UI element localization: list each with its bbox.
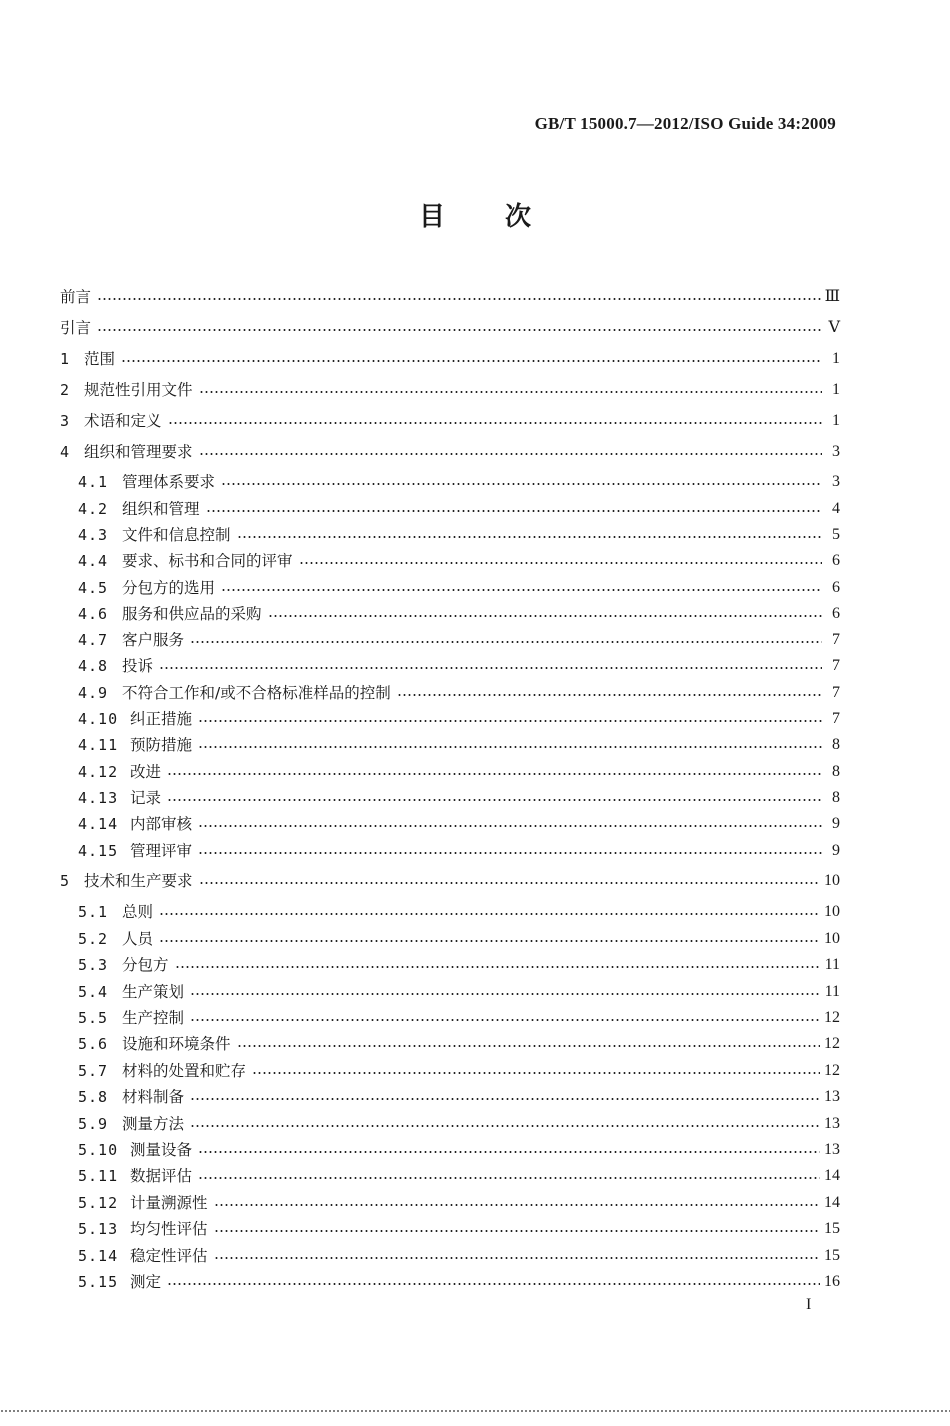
toc-entry-number: 4.13 <box>78 789 119 807</box>
toc-entry[interactable] <box>78 760 840 784</box>
dot-leader <box>97 328 822 332</box>
toc-entry[interactable] <box>78 927 840 951</box>
toc-entry-page: Ⅴ <box>828 319 840 336</box>
dot-leader <box>252 1071 820 1075</box>
toc-entry[interactable] <box>78 576 840 600</box>
toc-entry-label: 规范性引用文件 <box>84 381 193 399</box>
toc-entry-number: 5.12 <box>78 1194 119 1212</box>
dot-leader <box>199 452 822 456</box>
toc-entry-number: 4.3 <box>78 526 109 544</box>
dot-leader <box>214 1203 820 1207</box>
toc-entry-number: 5.15 <box>78 1273 119 1291</box>
toc-entry-label: 范围 <box>84 350 116 368</box>
toc-entry-label: 投诉 <box>122 657 154 675</box>
toc-entry[interactable] <box>78 628 840 652</box>
toc-entry-page: 3 <box>832 473 840 490</box>
dot-leader <box>159 666 822 670</box>
dot-leader <box>190 992 821 996</box>
toc-entry-number: 4.5 <box>78 579 109 597</box>
dot-leader <box>190 1097 820 1101</box>
toc-entry-page: 6 <box>832 552 840 569</box>
toc-entry-number: 3 <box>60 412 71 430</box>
toc-entry-page: 3 <box>832 443 840 460</box>
toc-entry-number: 1 <box>60 350 71 368</box>
toc-entry-number: 4.6 <box>78 605 109 623</box>
toc-entry-number: 4.14 <box>78 815 119 833</box>
toc-entry-number: 5.6 <box>78 1035 109 1053</box>
toc-entry-label: 生产策划 <box>122 983 185 1001</box>
toc-entry-page: 14 <box>824 1194 840 1211</box>
toc-entry-page: 9 <box>832 815 840 832</box>
toc-entry-page: 5 <box>832 526 840 543</box>
dot-leader <box>221 588 822 592</box>
toc-entry[interactable] <box>78 786 840 810</box>
toc-entry-label: 记录 <box>130 789 162 807</box>
toc-entry[interactable] <box>78 900 840 924</box>
dot-leader <box>198 1150 820 1154</box>
toc-entry-page: 15 <box>824 1220 840 1237</box>
toc-entry[interactable] <box>78 1006 840 1030</box>
dot-leader <box>237 535 822 539</box>
toc-entry-page: Ⅲ <box>824 288 840 305</box>
dot-leader <box>199 881 820 885</box>
toc-entry-page: 10 <box>824 930 840 947</box>
dot-leader <box>198 851 822 855</box>
toc-entry-page: 13 <box>824 1141 840 1158</box>
dot-leader <box>167 798 822 802</box>
toc-entry-number: 5.2 <box>78 930 109 948</box>
toc-entry-number: 4.1 <box>78 473 109 491</box>
dot-leader <box>214 1229 820 1233</box>
toc-entry-label: 设施和环境条件 <box>122 1035 231 1053</box>
toc-entry-label: 组织和管理要求 <box>84 443 193 461</box>
toc-entry[interactable] <box>78 1138 840 1162</box>
toc-entry-number: 5.8 <box>78 1088 109 1106</box>
dot-leader <box>397 693 822 697</box>
toc-entry-page: 7 <box>832 631 840 648</box>
dot-leader <box>190 1124 820 1128</box>
toc-entry-page: 8 <box>832 789 840 806</box>
toc-entry[interactable] <box>60 869 840 893</box>
toc-entry-page: 11 <box>824 983 840 1000</box>
toc-entry[interactable] <box>78 523 840 547</box>
toc-entry-label: 组织和管理 <box>122 500 200 518</box>
toc-entry-page: 13 <box>824 1115 840 1132</box>
standard-id-header: GB/T 15000.7—2012/ISO Guide 34:2009 <box>534 114 836 133</box>
toc-entry-number: 5.1 <box>78 903 109 921</box>
toc-entry-page: 12 <box>824 1062 840 1079</box>
page-number: I <box>806 1296 812 1313</box>
toc-entry[interactable] <box>78 470 840 494</box>
dot-leader <box>299 561 822 565</box>
dot-leader <box>206 509 822 513</box>
toc-entry-label: 总则 <box>122 903 154 921</box>
toc-entry[interactable] <box>78 497 840 521</box>
toc-entry-label: 测量方法 <box>122 1115 185 1133</box>
toc-entry-label: 技术和生产要求 <box>84 872 193 890</box>
toc-entry-page: 9 <box>832 842 840 859</box>
toc-entry-label: 数据评估 <box>130 1167 193 1185</box>
toc-entry-number: 5.4 <box>78 983 109 1001</box>
toc-entry[interactable] <box>60 440 840 464</box>
toc-entry-label: 测定 <box>130 1273 162 1291</box>
toc-entry-page: 7 <box>832 710 840 727</box>
toc-entry-label: 客户服务 <box>122 631 185 649</box>
toc-entry[interactable] <box>78 733 840 757</box>
toc-entry-label: 引言 <box>60 319 92 337</box>
dot-leader <box>168 421 822 425</box>
toc-entry[interactable] <box>60 316 840 340</box>
toc-entry-number: 4.9 <box>78 684 109 702</box>
toc-entry-page: 7 <box>832 684 840 701</box>
toc-entry-number: 4.8 <box>78 657 109 675</box>
dot-leader <box>167 1282 820 1286</box>
toc-entry-page: 8 <box>832 736 840 753</box>
toc-entry-label: 预防措施 <box>130 736 193 754</box>
toc-entry-page: 7 <box>832 657 840 674</box>
toc-entry-page: 10 <box>824 872 840 889</box>
toc-entry-number: 4.10 <box>78 710 119 728</box>
toc-entry-number: 5.7 <box>78 1062 109 1080</box>
toc-entry-number: 4.12 <box>78 763 119 781</box>
toc-entry-number: 4.4 <box>78 552 109 570</box>
dot-leader <box>268 614 822 618</box>
toc-entry-page: 6 <box>832 605 840 622</box>
toc-entry[interactable] <box>78 1032 840 1056</box>
toc-entry[interactable] <box>78 839 840 863</box>
toc-entry[interactable] <box>78 707 840 731</box>
toc-entry-page: 13 <box>824 1088 840 1105</box>
page-title: 目次 <box>418 202 591 232</box>
toc-entry-page: 11 <box>824 956 840 973</box>
toc-entry-page: 16 <box>824 1273 840 1290</box>
scan-edge-divider <box>0 1410 950 1412</box>
toc-entry-number: 5.5 <box>78 1009 109 1027</box>
toc-entry[interactable] <box>78 681 840 705</box>
toc-entry-number: 4.2 <box>78 500 109 518</box>
toc-entry-number: 5.13 <box>78 1220 119 1238</box>
toc-entry-label: 生产控制 <box>122 1009 185 1027</box>
toc-entry-page: 4 <box>832 500 840 517</box>
toc-entry-label: 稳定性评估 <box>130 1247 208 1265</box>
dot-leader <box>198 719 822 723</box>
dot-leader <box>97 297 821 301</box>
toc-entry-page: 14 <box>824 1167 840 1184</box>
toc-entry[interactable] <box>60 378 840 402</box>
toc-entry-number: 4.15 <box>78 842 119 860</box>
toc-entry-number: 5.14 <box>78 1247 119 1265</box>
toc-entry-number: 2 <box>60 381 71 399</box>
dot-leader <box>190 1018 820 1022</box>
toc-entry-label: 管理评审 <box>130 842 193 860</box>
dot-leader <box>198 1176 820 1180</box>
toc-entry-label: 内部审核 <box>130 815 193 833</box>
toc-entry-label: 测量设备 <box>130 1141 193 1159</box>
toc-entry-label: 前言 <box>60 288 92 306</box>
toc-entry-label: 材料的处置和贮存 <box>122 1062 247 1080</box>
toc-entry-label: 人员 <box>122 930 154 948</box>
toc-entry[interactable] <box>78 1244 840 1268</box>
toc-entry-label: 计量溯源性 <box>130 1194 208 1212</box>
toc-entry[interactable] <box>78 1164 840 1188</box>
toc-entry-label: 分包方 <box>122 956 169 974</box>
toc-entry-number: 5.10 <box>78 1141 119 1159</box>
toc-entry-number: 4 <box>60 443 71 461</box>
toc-entry[interactable] <box>78 953 840 977</box>
toc-entry-label: 分包方的选用 <box>122 579 216 597</box>
dot-leader <box>190 640 822 644</box>
toc-entry[interactable] <box>78 1270 840 1294</box>
toc-entry-label: 管理体系要求 <box>122 473 216 491</box>
dot-leader <box>121 359 822 363</box>
dot-leader <box>221 482 822 486</box>
toc-entry[interactable] <box>78 812 840 836</box>
toc-entry[interactable] <box>78 980 840 1004</box>
dot-leader <box>214 1256 820 1260</box>
toc-entry[interactable] <box>78 1191 840 1215</box>
toc-entry[interactable] <box>78 1112 840 1136</box>
toc-entry-page: 1 <box>832 412 840 429</box>
toc-entry-number: 5.3 <box>78 956 109 974</box>
dot-leader <box>198 745 822 749</box>
toc-entry-label: 不符合工作和/或不合格标准样品的控制 <box>122 684 391 702</box>
dot-leader <box>237 1044 820 1048</box>
toc-entry-number: 4.11 <box>78 736 119 754</box>
toc-entry-page: 10 <box>824 903 840 920</box>
toc-entry-page: 1 <box>832 381 840 398</box>
toc-entry-page: 1 <box>832 350 840 367</box>
dot-leader <box>198 824 822 828</box>
toc-entry-number: 4.7 <box>78 631 109 649</box>
toc-entry-label: 纠正措施 <box>130 710 193 728</box>
toc-entry[interactable] <box>78 1085 840 1109</box>
toc-entry[interactable] <box>60 409 840 433</box>
toc-entry-label: 术语和定义 <box>84 412 162 430</box>
toc-entry-page: 8 <box>832 763 840 780</box>
dot-leader <box>159 939 820 943</box>
toc-entry[interactable] <box>78 549 840 573</box>
toc-entry[interactable] <box>60 347 840 371</box>
toc-entry-page: 6 <box>832 579 840 596</box>
toc-entry[interactable] <box>78 1217 840 1241</box>
toc-entry-label: 服务和供应品的采购 <box>122 605 262 623</box>
dot-leader <box>167 772 822 776</box>
toc-entry[interactable] <box>60 285 840 309</box>
toc-entry-number: 5 <box>60 872 71 890</box>
toc-entry-label: 均匀性评估 <box>130 1220 208 1238</box>
toc-entry-page: 12 <box>824 1035 840 1052</box>
toc-entry-page: 12 <box>824 1009 840 1026</box>
toc-entry[interactable] <box>78 654 840 678</box>
dot-leader <box>199 390 822 394</box>
toc-entry[interactable] <box>78 1059 840 1083</box>
toc-entry-number: 5.11 <box>78 1167 119 1185</box>
toc-entry-label: 材料制备 <box>122 1088 185 1106</box>
toc-entry-page: 15 <box>824 1247 840 1264</box>
toc-entry-number: 5.9 <box>78 1115 109 1133</box>
dot-leader <box>159 912 820 916</box>
toc-entry-label: 文件和信息控制 <box>122 526 231 544</box>
dot-leader <box>175 965 821 969</box>
toc-entry-label: 要求、标书和合同的评审 <box>122 552 293 570</box>
toc-entry-label: 改进 <box>130 763 162 781</box>
toc-entry[interactable] <box>78 602 840 626</box>
